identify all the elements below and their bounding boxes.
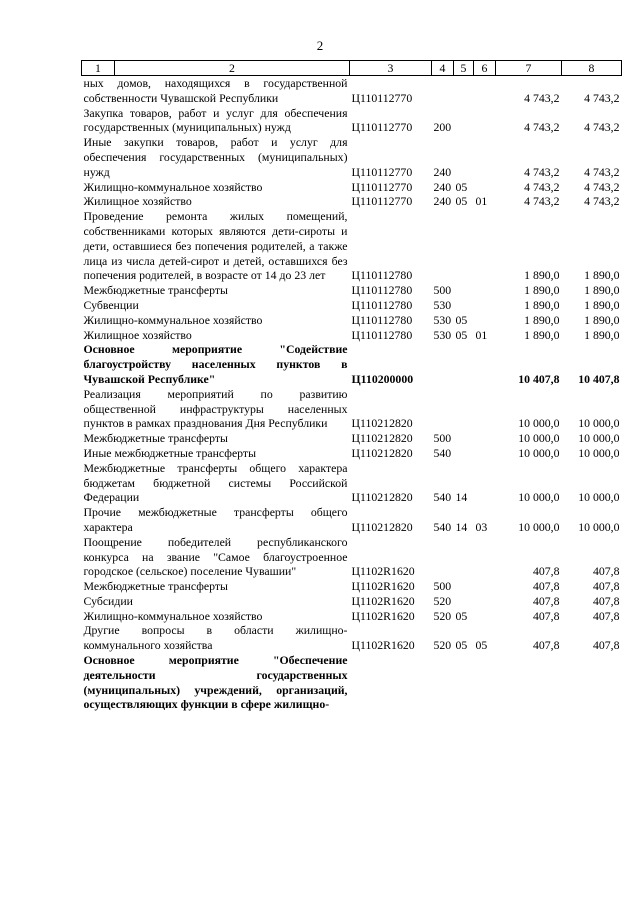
row-expense-type: 520	[433, 593, 452, 608]
header-row	[82, 61, 622, 76]
table-row	[82, 431, 622, 446]
row-expense-type	[432, 209, 454, 283]
row-amount-year-2: 10 000,0	[578, 431, 620, 446]
row-expense-type: 530	[433, 297, 452, 312]
row-expense-type: 240	[433, 179, 452, 194]
row-amount-year-2: 1 890,0	[584, 283, 620, 298]
row-name: Межбюджетные трансферты общего характера бюджетам бюджетной системы Российской Федерации	[83, 460, 348, 505]
row-expense-type	[432, 342, 454, 386]
row-expense-type: 500	[433, 283, 452, 298]
header-col-1: 1	[82, 61, 115, 76]
row-code: Ц110212820	[351, 416, 413, 431]
row-subsection	[474, 461, 496, 505]
row-amount-year-2: 1 890,0	[584, 268, 620, 283]
row-subsection	[474, 180, 496, 195]
row-expense-type	[432, 535, 454, 579]
row-code: Ц110212820	[351, 490, 413, 505]
row-amount-year-1: 407,8	[532, 608, 560, 623]
row-section	[454, 579, 474, 594]
row-name: Межбюджетные трансферты	[83, 579, 228, 594]
row-code: Ц110112780	[351, 297, 413, 312]
row-amount-year-1: 10 000,0	[518, 519, 560, 534]
row-subsection	[474, 653, 496, 712]
row-expense-type	[432, 653, 454, 712]
row-code: Ц1102R1620	[351, 593, 415, 608]
row-amount-year-1: 1 890,0	[524, 297, 560, 312]
row-subsection	[474, 387, 496, 431]
table-row	[82, 328, 622, 343]
row-code: Ц1102R1620	[351, 564, 415, 579]
row-code: Ц1102R1620	[351, 579, 415, 594]
row-subsection	[474, 594, 496, 609]
row-expense-type: 530	[433, 327, 452, 342]
row-amount-year-2: 4 743,2	[584, 90, 620, 105]
row-amount-year-2: 4 743,2	[584, 120, 620, 135]
table-row	[82, 194, 622, 209]
table-row	[82, 623, 622, 653]
row-name: Основное мероприятие "Обеспечение деятельности государственных (муниципальных) учреждений, организаций, осуществляющих функции в сфере жилищно-	[83, 653, 348, 712]
row-amount-year-1: 1 890,0	[524, 327, 560, 342]
row-section	[454, 653, 474, 712]
row-amount-year-1: 4 743,2	[524, 194, 560, 209]
row-code: Ц110200000	[351, 371, 414, 386]
row-section: 05	[455, 638, 468, 653]
row-code: Ц1102R1620	[351, 638, 415, 653]
row-name: Межбюджетные трансферты	[83, 431, 228, 446]
row-amount-year-1: 1 890,0	[524, 312, 560, 327]
row-section	[454, 298, 474, 313]
row-amount-year-1: 10 407,8	[518, 371, 560, 386]
row-subsection	[474, 609, 496, 624]
table-row	[82, 594, 622, 609]
row-code: Ц110112780	[351, 268, 413, 283]
row-subsection	[474, 342, 496, 386]
row-subsection	[474, 313, 496, 328]
table-row	[82, 609, 622, 624]
row-name: Субвенции	[83, 297, 139, 312]
row-amount-year-2: 4 743,2	[584, 179, 620, 194]
row-section	[454, 594, 474, 609]
row-section	[454, 431, 474, 446]
row-subsection	[474, 106, 496, 136]
header-col-5: 5	[454, 61, 474, 76]
table-header	[82, 61, 622, 76]
table-row	[82, 446, 622, 461]
row-amount-year-2: 4 743,2	[584, 164, 620, 179]
row-subsection	[474, 579, 496, 594]
header-col-4: 4	[432, 61, 454, 76]
row-amount-year-2: 1 890,0	[584, 327, 620, 342]
row-name: Реализация мероприятий по развитию общественной инфраструктуры населенных пунктов в рамках празднования Дня Республики	[83, 386, 348, 431]
row-subsection	[474, 446, 496, 461]
table-row	[82, 653, 622, 712]
row-amount-year-1: 4 743,2	[524, 120, 560, 135]
table-row	[82, 283, 622, 298]
row-amount-year-2: 407,8	[592, 564, 620, 579]
row-code	[350, 653, 432, 712]
row-section: 14	[455, 519, 468, 534]
row-subsection	[474, 535, 496, 579]
row-code: Ц110112780	[351, 327, 413, 342]
row-expense-type: 240	[433, 194, 452, 209]
row-amount-year-2: 407,8	[592, 608, 620, 623]
table-row	[82, 387, 622, 431]
row-name: Проведение ремонта жилых помещений, собственниками которых являются дети-сироты и дети, оставшиеся без попечения родителей, а также лица из числа детей-сирот и детей, оставшихся без попечения родителей, в возрасте от 14 до 23 лет	[83, 209, 348, 283]
row-expense-type	[432, 387, 454, 431]
row-name: Субсидии	[83, 593, 133, 608]
row-name: Жилищное хозяйство	[83, 327, 192, 342]
row-code: Ц110112770	[351, 120, 413, 135]
row-amount-year-2: 10 407,8	[578, 371, 620, 386]
row-subsection	[474, 135, 496, 179]
row-section	[454, 535, 474, 579]
row-amount-year-2: 407,8	[592, 579, 620, 594]
row-amount-year-1: 4 743,2	[524, 164, 560, 179]
row-name: Жилищно-коммунальное хозяйство	[83, 179, 263, 194]
row-amount-year-1: 407,8	[532, 579, 560, 594]
row-amount-year-2: 4 743,2	[584, 194, 620, 209]
row-expense-type: 520	[433, 638, 452, 653]
row-amount-year-2: 10 000,0	[578, 519, 620, 534]
row-section	[454, 446, 474, 461]
row-code: Ц110112780	[351, 283, 413, 298]
row-subsection: 03	[475, 519, 488, 534]
row-name: Прочие межбюджетные трансферты общего характера	[83, 505, 348, 534]
row-expense-type	[432, 76, 454, 106]
row-name: Жилищно-коммунальное хозяйство	[83, 312, 263, 327]
row-subsection	[474, 283, 496, 298]
row-code: Ц110112770	[351, 194, 413, 209]
row-amount-year-1: 10 000,0	[518, 431, 560, 446]
row-section: 14	[455, 490, 468, 505]
row-name: Закупка товаров, работ и услуг для обеспечения государственных (муниципальных) нужд	[83, 105, 348, 135]
row-amount-year-1: 407,8	[532, 593, 560, 608]
table-row	[82, 313, 622, 328]
table-row	[82, 535, 622, 579]
row-amount-year-2: 1 890,0	[584, 312, 620, 327]
row-expense-type: 500	[433, 431, 452, 446]
row-section	[454, 106, 474, 136]
row-code: Ц1102R1620	[351, 608, 415, 623]
row-code: Ц110212820	[351, 431, 413, 446]
row-amount-year-1: 4 743,2	[524, 179, 560, 194]
row-subsection: 01	[475, 327, 488, 342]
row-expense-type: 200	[433, 120, 452, 135]
row-amount-year-1: 10 000,0	[518, 416, 560, 431]
row-section: 05	[455, 608, 468, 623]
header-col-3: 3	[350, 61, 432, 76]
row-subsection: 05	[475, 638, 488, 653]
page-number: 2	[316, 38, 324, 53]
row-section: 05	[455, 327, 468, 342]
row-amount-year-2: 10 000,0	[578, 416, 620, 431]
row-subsection	[474, 298, 496, 313]
row-section	[454, 283, 474, 298]
row-amount-year-1: 10 000,0	[518, 445, 560, 460]
row-section	[454, 387, 474, 431]
row-name: Межбюджетные трансферты	[83, 283, 228, 298]
row-amount-year-2: 10 000,0	[578, 490, 620, 505]
header-col-2: 2	[115, 61, 350, 76]
row-expense-type: 500	[433, 579, 452, 594]
row-amount-year-1: 10 000,0	[518, 490, 560, 505]
row-amount-year-2: 407,8	[592, 638, 620, 653]
row-amount-year-1	[496, 653, 562, 712]
row-expense-type: 540	[433, 445, 452, 460]
row-amount-year-2: 407,8	[592, 593, 620, 608]
row-subsection: 01	[475, 194, 488, 209]
row-name: Поощрение победителей республиканского конкурса на звание "Самое благоустроенное городское (сельское) поселение Чувашии"	[83, 534, 348, 579]
row-section: 05	[455, 194, 468, 209]
row-code: Ц110112770	[351, 90, 413, 105]
row-amount-year-1: 4 743,2	[524, 90, 560, 105]
row-section: 05	[455, 179, 468, 194]
table-row	[82, 579, 622, 594]
table-row	[82, 209, 622, 283]
row-section	[454, 135, 474, 179]
header-col-6: 6	[474, 61, 496, 76]
row-section	[454, 209, 474, 283]
table-row	[82, 342, 622, 386]
row-amount-year-1: 407,8	[532, 638, 560, 653]
row-expense-type: 540	[433, 519, 452, 534]
row-section: 05	[455, 312, 468, 327]
row-name: Иные закупки товаров, работ и услуг для обеспечения государственных (муниципальных) нужд	[83, 135, 348, 179]
row-code: Ц110112770	[351, 164, 413, 179]
row-amount-year-2: 10 000,0	[578, 445, 620, 460]
row-expense-type: 540	[433, 490, 452, 505]
table-row	[82, 298, 622, 313]
row-expense-type: 530	[433, 312, 452, 327]
table-row	[82, 505, 622, 535]
row-code: Ц110212820	[351, 445, 413, 460]
row-amount-year-1: 1 890,0	[524, 283, 560, 298]
row-name: Основное мероприятие "Содействие благоустройству населенных пунктов в Чувашской Республике"	[83, 342, 348, 386]
table-row	[82, 135, 622, 179]
budget-table	[81, 60, 622, 712]
row-name: ных домов, находящихся в государственной собственности Чувашской Республики	[83, 76, 348, 105]
row-code: Ц110112770	[351, 179, 413, 194]
row-section	[454, 76, 474, 106]
row-amount-year-2	[562, 653, 622, 712]
table-body	[82, 76, 622, 713]
table-row	[82, 180, 622, 195]
row-subsection	[474, 431, 496, 446]
row-name: Другие вопросы в области жилищно-коммунального хозяйства	[83, 623, 348, 653]
row-amount-year-1: 407,8	[532, 564, 560, 579]
row-expense-type: 240	[433, 164, 452, 179]
row-expense-type: 520	[433, 608, 452, 623]
row-amount-year-2: 1 890,0	[584, 297, 620, 312]
row-code: Ц110112780	[351, 312, 413, 327]
row-name: Иные межбюджетные трансферты	[83, 445, 257, 460]
header-col-8: 8	[562, 61, 622, 76]
row-amount-year-1: 1 890,0	[524, 268, 560, 283]
table-row	[82, 76, 622, 106]
row-code: Ц110212820	[351, 519, 413, 534]
row-subsection	[474, 76, 496, 106]
row-section	[454, 342, 474, 386]
table-row	[82, 106, 622, 136]
table-row	[82, 461, 622, 505]
header-col-7: 7	[496, 61, 562, 76]
row-name: Жилищное хозяйство	[83, 194, 192, 209]
row-subsection	[474, 209, 496, 283]
row-name: Жилищно-коммунальное хозяйство	[83, 608, 263, 623]
